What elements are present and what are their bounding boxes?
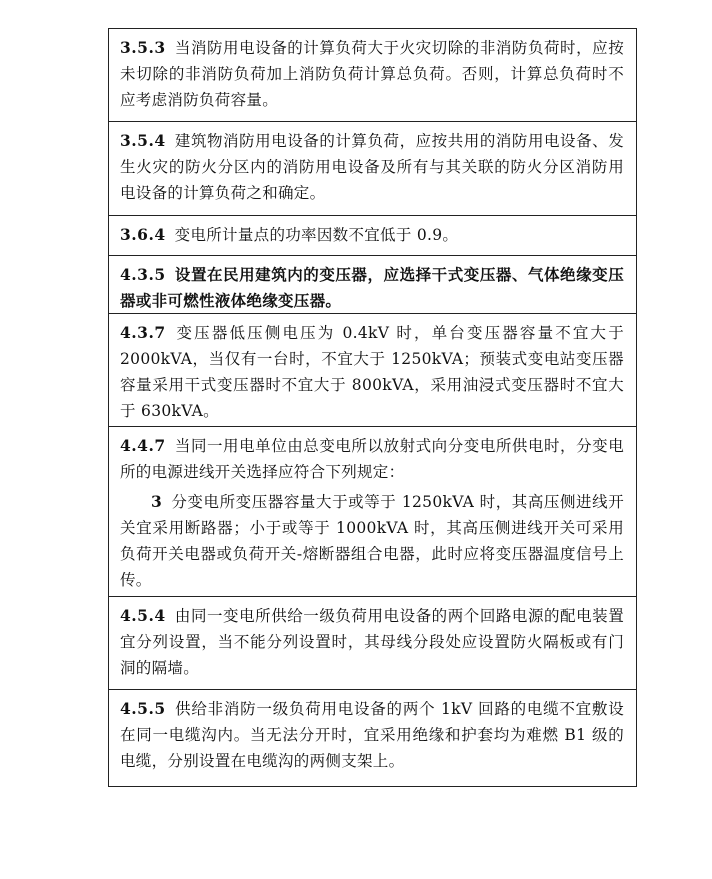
clause-number: 4.3.7: [120, 323, 166, 342]
clause-text: 当同一用电单位由总变电所以放射式向分变电所供电时，分变电所的电源进线开关选择应符合下列规定：: [120, 437, 624, 481]
clause-number: 4.5.5: [120, 699, 166, 718]
clause-number: 4.4.7: [120, 436, 166, 455]
clause-sub-item: [120, 489, 624, 593]
clause-row-3-6-4: [109, 216, 636, 256]
sub-item-number: 3: [151, 492, 163, 511]
clause-text: 由同一变电所供给一级负荷用电设备的两个回路电源的配电装置宜分列设置，当不能分列设置时，其母线分段处应设置防火隔板或有门洞的隔墙。: [120, 607, 624, 677]
clause-number: 4.5.4: [120, 606, 166, 625]
clause-row-4-5-5: [109, 690, 636, 786]
clause-row-4-3-5: [109, 256, 636, 314]
clause-number: 4.3.5: [120, 265, 166, 284]
clause-number: 3.5.4: [120, 131, 166, 150]
clause-text: 供给非消防一级负荷用电设备的两个 1kV 回路的电缆不宜敷设在同一电缆沟内。当无法分开时，宜采用绝缘和护套均为难燃 B1 级的电缆，分别设置在电缆沟的两侧支架上。: [120, 700, 624, 770]
clause-main: [120, 433, 624, 485]
clause-number: 3.5.3: [120, 38, 166, 57]
clause-number: 3.6.4: [120, 225, 166, 244]
clause-row-4-5-4: [109, 597, 636, 690]
clause-text: 建筑物消防用电设备的计算负荷，应按共用的消防用电设备、发生火灾的防火分区内的消防用电设备及所有与其关联的防火分区消防用电设备的计算负荷之和确定。: [120, 132, 624, 202]
clause-row-3-5-3: [109, 29, 636, 122]
sub-item-text: 分变电所变压器容量大于或等于 1250kVA 时，其高压侧进线开关宜采用断路器；小于或等于 1000kVA 时，其高压侧进线开关可采用负荷开关电器或负荷开关-熔断器组合电器，此时应将变压器温度信号上传。: [120, 493, 624, 589]
clause-text: 设置在民用建筑内的变压器，应选择干式变压器、气体绝缘变压器或非可燃性液体绝缘变压器。: [120, 265, 624, 310]
clause-text: 当消防用电设备的计算负荷大于火灾切除的非消防负荷时，应按未切除的非消防负荷加上消防负荷计算总负荷。否则，计算总负荷时不应考虑消防负荷容量。: [120, 39, 624, 109]
clause-text: 变电所计量点的功率因数不宜低于 0.9。: [174, 226, 459, 244]
clause-table: [108, 28, 637, 787]
clause-text: 变压器低压侧电压为 0.4kV 时，单台变压器容量不宜大于 2000kVA，当仅有一台时，不宜大于 1250kVA；预装式变电站变压器容量采用干式变压器时不宜大于 800kVA，采用油浸式变压器时不宜大于 630kVA。: [120, 324, 624, 420]
clause-row-4-4-7: [109, 427, 636, 597]
clause-row-3-5-4: [109, 122, 636, 216]
clause-row-4-3-7: [109, 314, 636, 427]
